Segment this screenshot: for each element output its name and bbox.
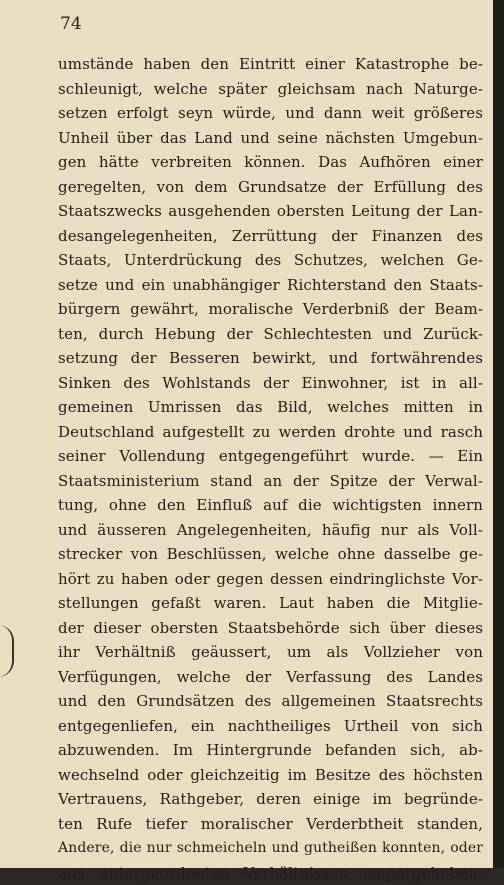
text-line: entgegenliefen, ein nachtheiliges Urtheil von sich: [58, 714, 483, 739]
margin-bracket-mark: [0, 625, 14, 677]
text-line: ihr Verhältniß geäussert, um als Vollzieher von: [58, 640, 483, 665]
text-line: Verfügungen, welche der Verfassung des Landes: [58, 665, 483, 690]
text-line: und äusseren Angelegenheiten, häufig nur als Voll-: [58, 518, 483, 543]
text-line: wechselnd oder gleichzeitig im Besitze des höchsten: [58, 763, 483, 788]
text-line: hört zu haben oder gegen dessen eindringlichste Vor-: [58, 567, 483, 592]
text-line: setzung der Besseren bewirkt, und fortwährendes: [58, 346, 483, 371]
text-line: strecker von Beschlüssen, welche ohne dasselbe ge-: [58, 542, 483, 567]
text-line: bürgern gewährt, moralische Verderbniß der Beam-: [58, 297, 483, 322]
text-line: schleunigt, welche später gleichsam nach Naturge-: [58, 77, 483, 102]
text-line: aus untergeordneten Verhältnissen emporgehoben,: [58, 861, 483, 885]
text-line: Vertrauens, Rathgeber, deren einige im begründe-: [58, 787, 483, 812]
text-line: umstände haben den Eintritt einer Katastrophe be-: [58, 52, 483, 77]
page-number: 74: [60, 14, 82, 34]
text-line: stellungen gefaßt waren. Laut haben die Mitglie-: [58, 591, 483, 616]
text-line: der dieser obersten Staatsbehörde sich über dieses: [58, 616, 483, 641]
text-line: seiner Vollendung entgegengeführt wurde. — Ein: [58, 444, 483, 469]
text-line: gen hätte verbreiten können. Das Aufhören einer: [58, 150, 483, 175]
text-line: geregelten, von dem Grundsatze der Erfüllung des: [58, 175, 483, 200]
text-line: ten, durch Hebung der Schlechtesten und Zurück-: [58, 322, 483, 347]
text-line: Sinken des Wohlstands der Einwohner, ist in all-: [58, 371, 483, 396]
body-text: [58, 52, 483, 885]
text-line: tung, ohne den Einfluß auf die wichtigsten innern: [58, 493, 483, 518]
text-line: Deutschland aufgestellt zu werden drohte und rasch: [58, 420, 483, 445]
text-line: desangelegenheiten, Zerrüttung der Finanzen des: [58, 224, 483, 249]
text-line: Staats, Unterdrückung des Schutzes, welchen Ge-: [58, 248, 483, 273]
book-edge: [493, 0, 504, 868]
text-line: Unheil über das Land und seine nächsten Umgebun-: [58, 126, 483, 151]
text-line: abzuwenden. Im Hintergrunde befanden sich, ab-: [58, 738, 483, 763]
text-line: Staatszwecks ausgehenden obersten Leitung der Lan-: [58, 199, 483, 224]
text-line: setzen erfolgt seyn würde, und dann weit größeres: [58, 101, 483, 126]
text-line: ten Rufe tiefer moralischer Verderbtheit standen,: [58, 812, 483, 837]
text-line: gemeinen Umrissen das Bild, welches mitten in: [58, 395, 483, 420]
text-line: Staatsministerium stand an der Spitze der Verwal-: [58, 469, 483, 494]
text-line: Andere, die nur schmeicheln und gutheißen konnten, oder: [58, 836, 483, 861]
text-line: und den Grundsätzen des allgemeinen Staatsrechts: [58, 689, 483, 714]
text-line: setze und ein unabhängiger Richterstand den Staats-: [58, 273, 483, 298]
